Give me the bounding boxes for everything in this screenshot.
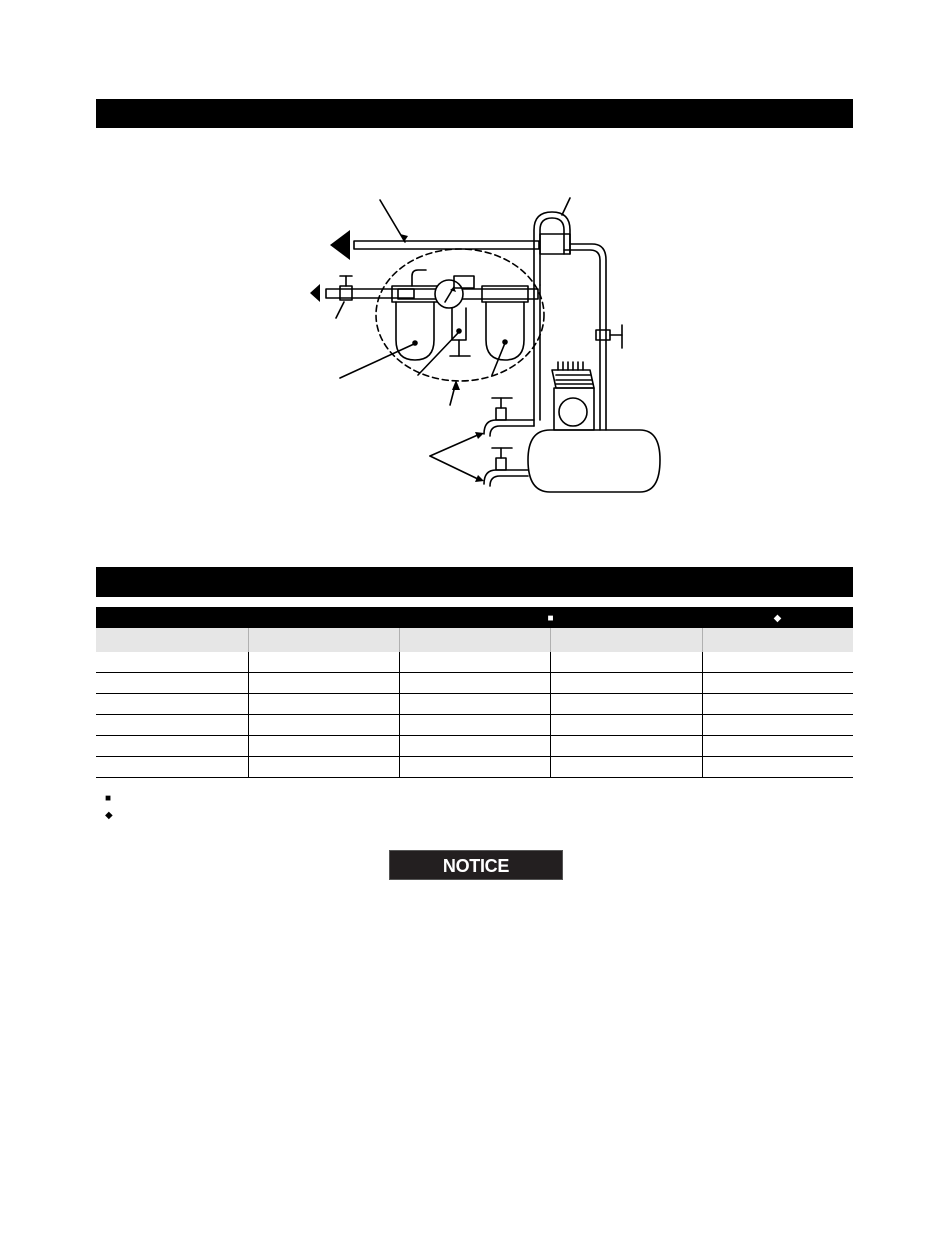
leader-line — [430, 456, 480, 480]
table-row — [96, 715, 853, 736]
header-cell-diamond — [702, 607, 853, 628]
main-outlet-pipe — [330, 230, 539, 260]
pressure-gauge-icon — [435, 280, 463, 308]
table-row — [96, 736, 853, 757]
leader-line — [418, 333, 458, 375]
leader-line — [430, 434, 480, 456]
table-row — [96, 694, 853, 715]
outlet-arrow-icon — [330, 230, 350, 260]
compressor-tank — [528, 430, 660, 492]
filter-bowl-left — [392, 270, 438, 360]
footnote-diamond-icon: ◆ — [105, 810, 113, 821]
secondary-outlet-arrow-icon — [310, 284, 320, 302]
footnote-square-icon: ■ — [105, 793, 112, 804]
section-header-bar — [96, 99, 853, 128]
leader-line — [562, 198, 570, 215]
leader-line — [492, 343, 505, 375]
drain-valve-lower — [484, 448, 528, 486]
table-row — [96, 757, 853, 778]
air-line-installation-diagram — [300, 190, 670, 510]
leader-line — [340, 344, 414, 378]
table-subheader-row — [96, 628, 853, 652]
table-row — [96, 673, 853, 694]
table-header-bar — [96, 567, 853, 597]
frl-group-outline — [376, 249, 544, 381]
header-cell-square — [399, 607, 702, 628]
notice-label: NOTICE — [389, 850, 563, 880]
diamond-symbol-icon: ◆ — [773, 612, 782, 624]
drain-valve-upper — [484, 398, 534, 436]
square-symbol-icon: ■ — [547, 612, 554, 624]
table-header-row — [96, 607, 853, 628]
leader-line — [336, 302, 344, 318]
table-row — [96, 652, 853, 673]
spec-table — [96, 607, 853, 778]
compressor-pump — [552, 362, 594, 430]
